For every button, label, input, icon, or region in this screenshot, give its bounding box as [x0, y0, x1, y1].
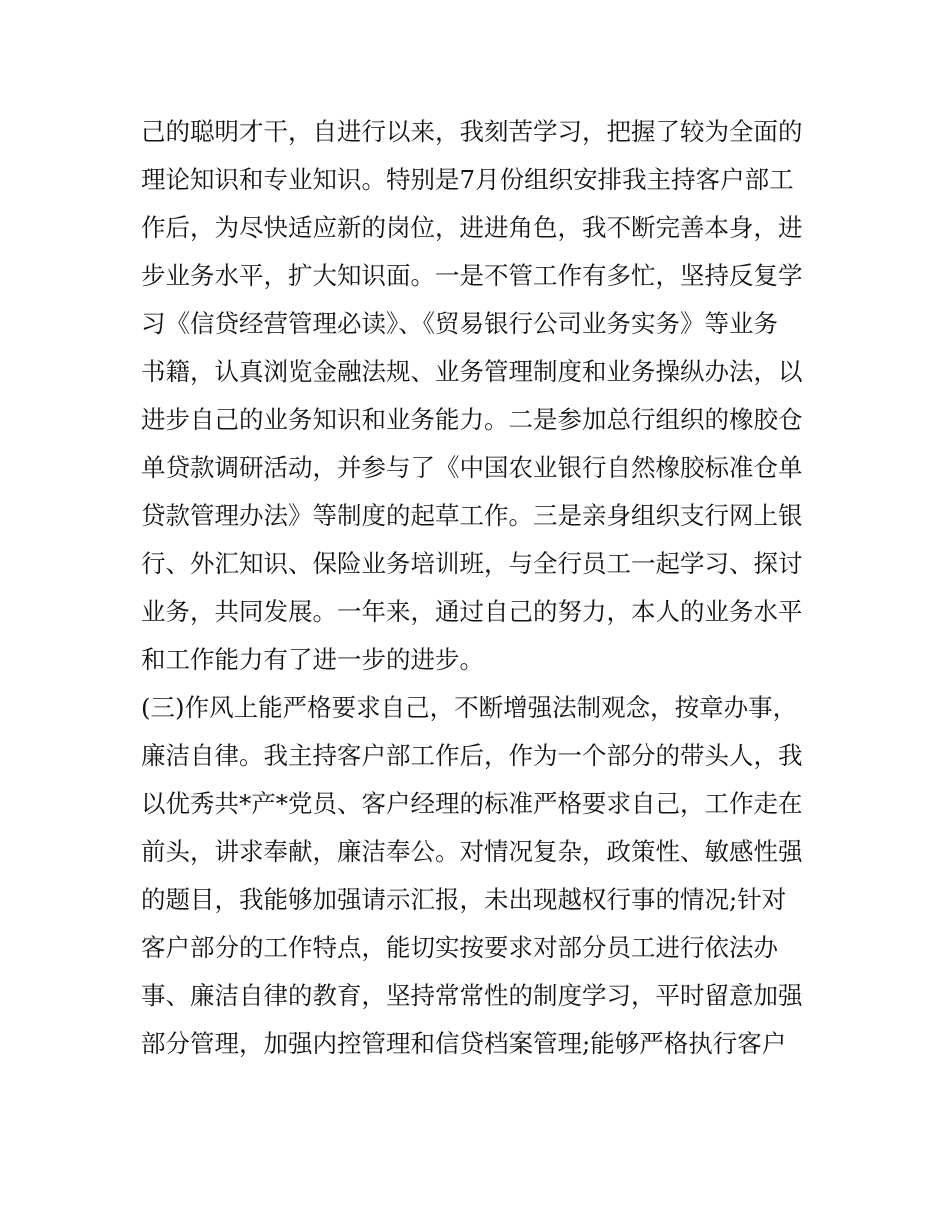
text-line: 业务，共同发展。一年来，通过自己的努力，本人的业务水平	[141, 597, 803, 626]
text-line: 书籍，认真浏览金融法规、业务管理制度和业务操纵办法，以	[141, 357, 803, 386]
text-line: 的题目，我能够加强请示汇报，未出现越权行事的情况;针对	[141, 885, 787, 914]
text-line: 部分管理，加强内控管理和信贷档案管理;能够严格执行客户	[141, 1029, 787, 1058]
text-line: 廉洁自律。我主持客户部工作后，作为一个部分的带头人，我	[141, 741, 803, 770]
text-line: (三)作风上能严格要求自己，不断增强法制观念，按章办事，	[141, 693, 798, 722]
body-text	[141, 108, 821, 1068]
text-line: 以优秀共*产*党员、客户经理的标准严格要求自己，工作走在	[141, 789, 803, 818]
text-line: 前头，讲求奉献，廉洁奉公。对情况复杂，政策性、敏感性强	[141, 837, 803, 866]
text-line: 理论知识和专业知识。特别是7月份组织安排我主持客户部工	[141, 165, 794, 194]
text-line: 和工作能力有了进一步的进步。	[141, 645, 484, 674]
text-line: 作后，为尽快适应新的岗位，进进角色，我不断完善本身，进	[141, 213, 803, 242]
text-line: 己的聪明才干，自进行以来，我刻苦学习，把握了较为全面的	[141, 117, 803, 146]
text-line: 贷款管理办法》等制度的起草工作。三是亲身组织支行网上银	[141, 501, 803, 530]
text-line: 客户部分的工作特点，能切实按要求对部分员工进行依法办	[141, 933, 778, 962]
text-line: 进步自己的业务知识和业务能力。二是参加总行组织的橡胶仓	[141, 405, 803, 434]
text-line: 事、廉洁自律的教育，坚持常常性的制度学习，平时留意加强	[141, 981, 803, 1010]
text-line: 习《信贷经营管理必读》、《贸易银行公司业务实务》等业务	[141, 309, 778, 338]
text-line: 行、外汇知识、保险业务培训班，与全行员工一起学习、探讨	[141, 549, 803, 578]
text-line: 步业务水平，扩大知识面。一是不管工作有多忙，坚持反复学	[141, 261, 803, 290]
text-line: 单贷款调研活动，并参与了《中国农业银行自然橡胶标准仓单	[141, 453, 803, 482]
